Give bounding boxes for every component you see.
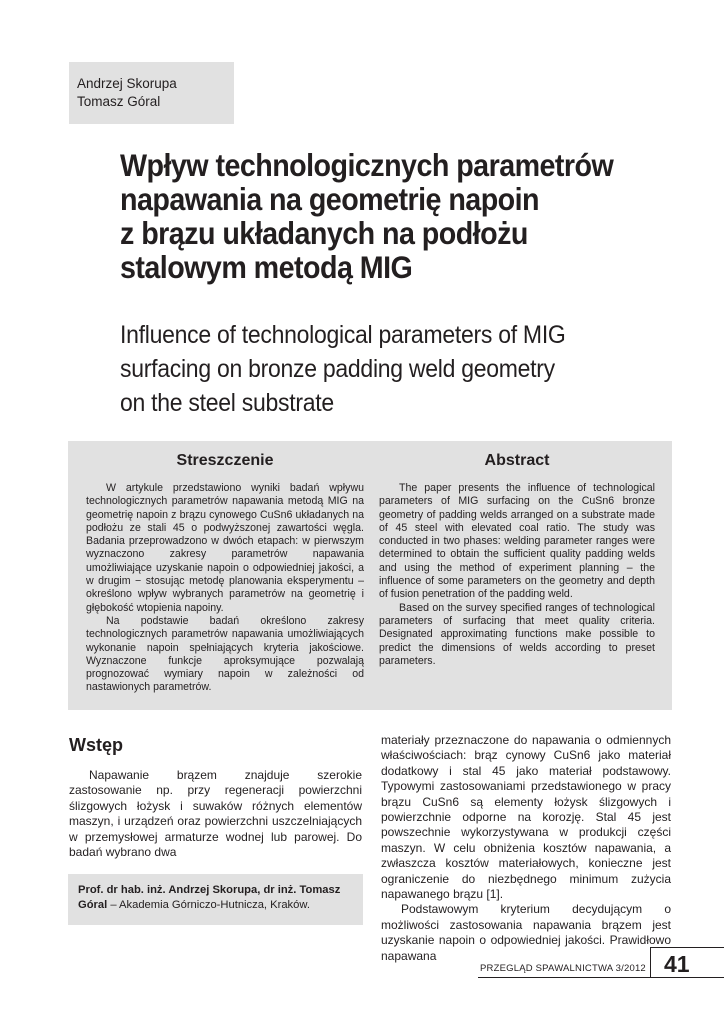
streszczenie-paragraph: Na podstawie badań określono zakresy technologicznych parametrów napawania umożliwiających wykonanie napoin spełniających kryteria jakościowe. Wyznaczone funkcje aproksymujące pozwalają prognozować wymiary napoin w zależności od nastawionych parametrów. [86,614,364,694]
page-number: 41 [664,951,690,977]
footer-rule [478,977,724,978]
author-name: Tomasz Góral [77,94,161,109]
footer-rule [650,947,724,948]
abstract-paragraph: The paper presents the influence of technological parameters of MIG surfacing on the CuSn6 bronze geometry of padding welds arranged on a substrate made of 45 steel with elevated coal ratio. The study was conducted in two phases: welding parameter ranges were determined to obtain the sufficient quality padding welds and using the method of experiment planning – the influence of some parameters on the geometry and depth of fusion penetration of the padding weld. [379,482,655,601]
footer-rule [650,947,651,977]
body-paragraph: Podstawowym kryterium decydującym o możliwości zastosowania napawania brązem jest uzyskanie napoin o odpowiedniej jakości. Prawidłowo napawana [381,902,671,963]
body-paragraph: Napawanie brązem znajduje szerokie zastosowanie np. przy regeneracji powierzchni ślizgowych łożysk i suwaków różnych elementów maszyn, i urządzeń oraz powierzchni uszczelniających w przemysłowej armaturze wodnej lub parowej. Do badań wybrano dwa [69,768,362,860]
author-name: Andrzej Skorupa [77,76,177,91]
section-heading: Wstęp [69,735,123,755]
right-column-body [381,733,671,964]
left-column-body [69,768,362,860]
journal-name: PRZEGLĄD SPAWALNICTWA 3/2012 [480,963,646,974]
affiliation-institution: – Akademia Górniczo-Hutnicza, Kraków. [107,899,310,911]
abstract-column [379,451,655,668]
affiliation-names: Prof. dr hab. inż. Andrzej Skorupa, dr inż. Tomasz Góral [78,884,341,911]
affiliation-box [68,874,363,925]
title-line: surfacing on bronze padding weld geometry [120,355,555,383]
body-paragraph: materiały przeznaczone do napawania o odmiennych właściwościach: brąz cynowy CuSn6 jako materiał dodatkowy i stal 45 jako materiał podstawowy. Typowymi zastosowaniami przedstawionego w pracy brązu CuSn6 są elementy łożysk ślizgowych i powierzchnie odporne na korozję. Stal 45 jest powszechnie wykorzystywana w produkcji części maszyn. W celu obniżenia kosztów napawania, a zwłaszcza kosztów materiałowych, konieczne jest ograniczenie do niezbędnego minimum zużycia napawanego brązu [1]. [381,733,671,902]
streszczenie-paragraph: W artykule przedstawiono wyniki badań wpływu technologicznych parametrów napawania metodą MIG na geometrię napoin z brązu cynowego CuSn6 układanych na podłożu ze stali 45 o podwyższonej zawartości węgla. Badania przeprowadzono w dwóch etapach: w pierwszym wyznaczono zakresy parametrów napawania umożliwiające uzyskanie napoin o odpowiedniej jakości, a w drugim − stosując metodę planowania eksperymentu – określono wpływ wybranych parametrów na geometrię i głębokość wtopienia napoiny. [86,482,364,614]
title-polish [120,148,648,284]
authors-box [69,62,234,124]
title-line: on the steel substrate [120,389,334,417]
abstract-box [68,441,672,710]
abstract-paragraph: Based on the survey specified ranges of technological parameters of surfacing that meet quality criteria. Designated approximating functions make possible to predict the dimensions of welds according to preset parameters. [379,601,655,667]
title-line: Influence of technological parameters of MIG [120,321,566,349]
title-line: z brązu układanych na podłożu [120,215,528,251]
title-english [120,318,654,420]
title-line: stalowym metodą MIG [120,249,413,285]
streszczenie-heading: Streszczenie [176,452,274,469]
streszczenie-column [86,451,364,695]
abstract-heading: Abstract [484,452,550,469]
title-line: Wpływ technologicznych parametrów [120,147,614,183]
title-line: napawania na geometrię napoin [120,181,540,217]
